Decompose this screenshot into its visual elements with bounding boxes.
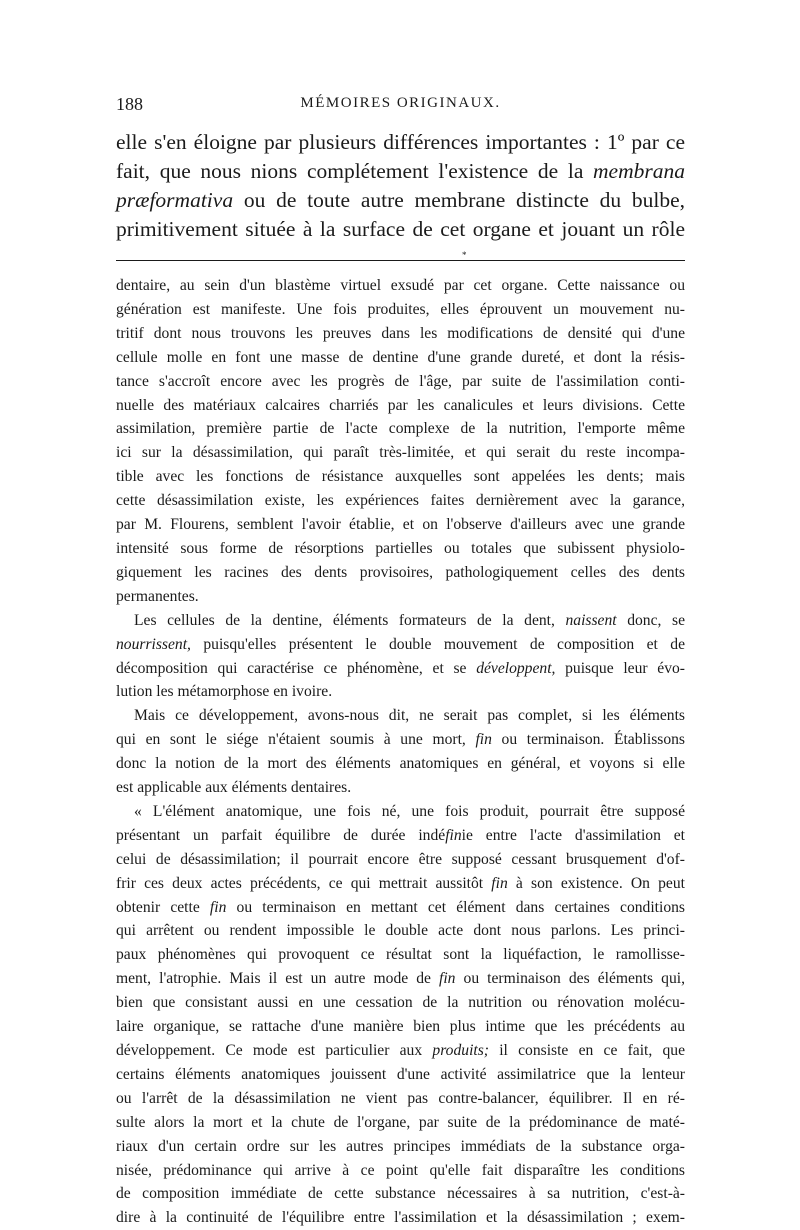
separator-rule — [116, 260, 685, 261]
footnote-line: cette désassimilation existe, les expériences faites dernièrement avec la garance, — [116, 492, 685, 510]
footnote-line: assimilation, première partie de l'acte complexe de la nutrition, l'emporte même — [116, 420, 685, 438]
running-head — [116, 94, 685, 118]
running-title: MÉMOIRES ORIGINAUX. — [300, 95, 501, 111]
italic-word: produits; — [432, 1042, 489, 1059]
footnote-line: permanentes. — [116, 587, 199, 605]
footnote-line: ou l'arrêt de la désassimilation ne vient pas contre-balancer, équilibrer. Il en ré- — [116, 1089, 685, 1107]
footnote-line: de composition immédiate de cette substance nécessaires à sa nutrition, c'est-à- — [116, 1185, 685, 1203]
footnote-line: développement. Ce mode est particulier aux produits; il consiste en ce fait, que — [116, 1042, 685, 1059]
footnote-line: lution les métamorphose en ivoire. — [116, 683, 333, 701]
footnote-line: ici sur la désassimilation, qui paraît très-limitée, et qui serait du reste incompa- — [116, 444, 685, 462]
footnote-line: intensité sous forme de résorptions partielles ou totales que subissent physiolo- — [116, 539, 685, 557]
main-text-line: præformativa ou de toute autre membrane distincte du bulbe, — [116, 188, 685, 212]
italic-word: fin — [491, 874, 508, 892]
footnote-line: bien que consistant aussi en une cessation de la nutrition ou rénovation molécu- — [116, 994, 685, 1012]
italic-word: fin — [445, 826, 462, 844]
footnote-line: tance s'accroît encore avec les progrès de l'âge, par suite de l'assimilation conti- — [116, 372, 685, 390]
italic-word: membrana — [593, 159, 685, 183]
footnote-line: nourrissent, puisqu'elles présentent le double mouvement de composition et de — [116, 635, 685, 653]
footnote-separator — [116, 252, 685, 268]
footnote-line: est applicable aux éléments dentaires. — [116, 779, 352, 797]
main-text-line: elle s'en éloigne par plusieurs différences importantes : 1º par ce — [116, 130, 685, 154]
footnote-line: qui arrêtent ou rendent impossible le double acte dont nous parlons. Les princi- — [116, 922, 685, 940]
footnote-line: nuelle des matériaux calcaires charriés par les canalicules et leurs divisions. Cette — [116, 396, 685, 414]
footnote-line: frir ces deux actes précédents, ce qui mettrait aussitôt fin à son existence. On peut — [116, 874, 685, 892]
footnote-line: giquement les racines des dents provisoires, pathologiquement celles des dents — [116, 563, 685, 581]
footnote-line: tible avec les fonctions de résistance auxquelles sont appelées les dents; mais — [116, 468, 685, 486]
footnote-text-block — [116, 274, 685, 1230]
italic-word: développent, — [476, 659, 556, 677]
italic-word: nourrissent, — [116, 635, 191, 653]
footnote-line: laire organique, se rattache d'une manière bien plus intime que les précédents au — [116, 1018, 685, 1036]
footnote-line: qui en sont le siége n'étaient soumis à une mort, fin ou terminaison. Établissons — [116, 731, 685, 749]
main-text-block — [116, 128, 685, 244]
footnote-line: certains éléments anatomiques jouissent d'une activité assimilatrice que la lenteur — [116, 1065, 685, 1083]
footnote-line: sulte alors la mort et la chute de l'organe, par suite de la prédominance de maté- — [116, 1113, 685, 1131]
italic-word: naissent — [565, 611, 617, 629]
main-text-line: primitivement située à la surface de cet organe et jouant un rôle — [116, 217, 685, 241]
footnote-line: celui de désassimilation; il pourrait encore être supposé cessant brusquement d'of- — [116, 850, 685, 868]
footnote-line: Les cellules de la dentine, éléments formateurs de la dent, naissent donc, se — [134, 611, 685, 629]
footnote-line: décomposition qui caractérise ce phénomène, et se développent, puisque leur évo- — [116, 659, 685, 677]
book-page — [116, 94, 685, 1230]
footnote-line: paux phénomènes qui provoquent ce résultat sont la liquéfaction, le ramollisse- — [116, 946, 685, 964]
footnote-line: ment, l'atrophie. Mais il est un autre mode de fin ou terminaison des éléments qui, — [116, 970, 685, 988]
footnote-line: « L'élément anatomique, une fois né, une fois produit, pourrait être supposé — [134, 802, 685, 820]
footnote-line: dire à la continuité de l'équilibre entre l'assimilation et la désassimilation ; exem- — [116, 1209, 685, 1227]
footnote-line: donc la notion de la mort des éléments anatomiques en général, et voyons si elle — [116, 755, 685, 773]
italic-word: fin — [439, 970, 456, 988]
main-text-line: fait, que nous nions complétement l'existence de la membrana — [116, 159, 685, 183]
italic-word: fin — [475, 731, 492, 749]
footnote-line: obtenir cette fin ou terminaison en mettant cet élément dans certaines conditions — [116, 898, 685, 916]
footnote-line: nisée, prédominance qui arrive à ce point qu'elle fait disparaître les conditions — [116, 1161, 685, 1179]
italic-word: fin — [209, 898, 227, 916]
footnote-line: riaux d'un certain ordre sur les autres principes immédiats de la substance orga- — [116, 1137, 685, 1155]
rule-mark: * — [462, 250, 467, 260]
footnote-line: génération est manifeste. Une fois produites, elles éprouvent un mouvement nu- — [116, 300, 685, 318]
footnote-line: dentaire, au sein d'un blastème virtuel exsudé par cet organe. Cette naissance ou — [116, 277, 685, 294]
page-number: 188 — [116, 94, 143, 114]
footnote-line: présentant un parfait équilibre de durée indéfinie entre l'acte d'assimilation et — [116, 826, 686, 844]
italic-word: præformativa — [116, 188, 234, 212]
footnote-line: Mais ce développement, avons-nous dit, ne serait pas complet, si les éléments — [134, 707, 685, 725]
footnote-line: tritif dont nous trouvons les preuves dans les modifications de densité qui d'une — [116, 324, 685, 342]
footnote-line: par M. Flourens, semblent l'avoir établie, et on l'observe d'ailleurs avec une grande — [116, 516, 685, 534]
footnote-line: cellule molle en font une masse de dentine d'une grande dureté, et dont la résis- — [116, 348, 685, 366]
